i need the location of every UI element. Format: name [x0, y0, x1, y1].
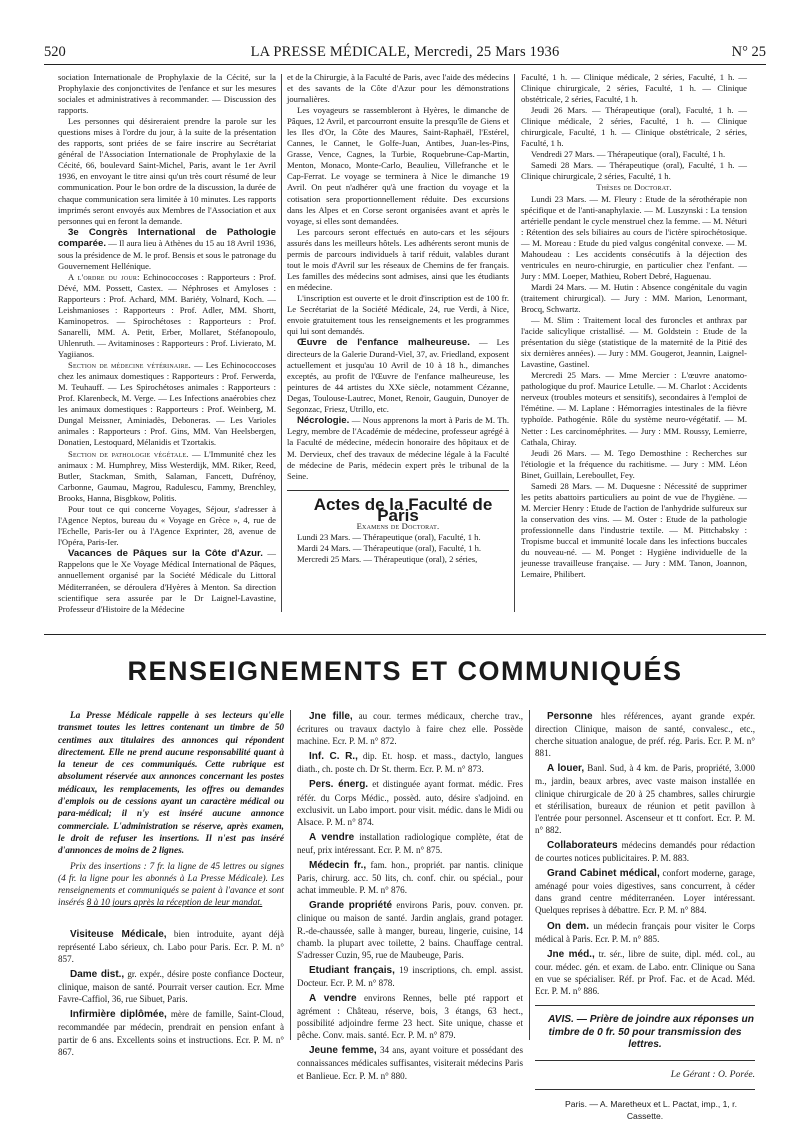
classified-ad [297, 992, 523, 1041]
these-entry: Mercredi 25 Mars. — Mme Mercier : L'œuvre anatomo-pathologique du prof. Maurice Letulle. — M. Charlot : Accidents nerveux (troubles moteurs et sensitifs), secondaires à l'emploi de l'émétine. — M. Laplane : Hémorragies intestinales de la fièvre typhoïde. Pathogénie. Rôle du système neuro-végétatif. — M. Netter : Les carcinoméphrites. — Jury : MM. Roussy, Lemierre, Cathala, Chiray. [521, 370, 747, 447]
these-entry: Samedi 28 Mars. — M. Duquesne : Nécessité de supprimer les petits abattoirs particuliers au point de vue de l'hygiène. — M. Mercier Henry : Etude de l'action de l'anhydride sulfureux sur la conservation des vins. — M. Oster : Etude de la pathologie professionnelle dans l'industrie textile. — M. Pittchabsky : Tropisme buccal et immunité locale dans les infections buccales du nouveau-né. — M. Ponget : Hygiène individuelle de la jeunesse travailleuse française. — Jury : MM. Tanon, Joannon, Lemaire, Philibert. [521, 480, 747, 580]
voyage-paragraph: Pour tout ce qui concerne Voyages, Séjour, s'adresser à l'Agence Neptos, bureau du « Voyage en Grèce », 4, rue de l'Echelle, Paris-Ier ou à l'Agence Exprinter, 28, avenue de l'Opéra, Paris-Ier. [58, 503, 276, 547]
classified-ad [297, 778, 523, 827]
ad-heading: Etudiant français, [309, 964, 395, 976]
section-title: RENSEIGNEMENTS ET COMMUNIQUÉS [127, 656, 683, 686]
examens-subheading: Examens de Doctorat. [356, 520, 440, 531]
classified-ad [535, 762, 755, 836]
ordre-text: : Echinococcoses : Rapporteurs : Prof. Dévé, MM. Possett, Castex. — Néphroses et Amyloses : Rapporteurs : Prof. Achard, MM. Bariéty, Volnard, Koch. — Leishmanioses : Rapporteurs : Prof. Adler, MM. Shortt, Kaminopetros. — Spirochétoses : Rapporteurs : Prof. Sanarelli, MM. A. Petit, Erber, Mollaret, Stéfanopoulo, Uhlenruth. — Avitaminoses : Rapporteurs : Prof. Livierato, M. Yagiianos. [58, 271, 276, 360]
these-entry: Lundi 23 Mars. — M. Fleury : Etude de la sérothérapie non spécifique et de l'anti-anaphylaxie. — M. Luszynski : La tension artérielle pendant le cycle menstruel chez la femme. — M. Néturi : Rétention des sels biliaires au cours de l'ictère spirochétosique. — M. Moreau : Etude du pied valgus congénital convexe. — M. Mahoudeau : Les accidents consécutifs à la déjection des ventricules en neuro-chirurgie, en particulier chez l'enfant. — Jury : MM. Loeper, Mathieu, Robert Debré, Haguenau. [521, 193, 747, 281]
classified-ad [535, 867, 755, 916]
classified-ad [297, 964, 523, 989]
ad-heading: Personne [547, 711, 593, 722]
classified-ad [535, 839, 755, 864]
classified-ad [58, 928, 284, 965]
classified-ad [535, 948, 755, 997]
ordre-item [58, 272, 276, 360]
avis-notice: AVIS. — Prière de joindre aux réponses un timbre de 0 fr. 50 pour transmission des lettres. [548, 1014, 754, 1051]
classified-ad [535, 710, 755, 759]
col1-paragraph: Les personnes qui désireraient prendre la parole sur les questions mises à l'ordre du jour, à la suite de la présentation des rapports, sont priées de se faire inscrire au Secrétariat général de l'Association Internationale de Prophylaxie de la Cécité, 66, boulevard Saint-Michel, Paris, avant le 1er Avril 1936, en envoyant le titre ainsi qu'un très court résumé de leur communication. Pour le bon ordre de la discussion, la durée de chaque communication sera limitée à 10 minutes. Les rapports imprimés seront envoyés aux Membres de l'Association et aux personnes qui en feront la demande. [58, 116, 276, 226]
vet-label: Section de médecine vétérinaire. [68, 360, 192, 371]
these-entry: Jeudi 26 Mars. — M. Tego Demosthine : Recherches sur l'étiologie et la fréquence du rachitisme. — Jury : MM. Léon Binet, Guillain, Lereboullet, Fey. [521, 447, 747, 480]
vacances-item [58, 548, 276, 615]
congres-text: — Il aura lieu à Athènes du 15 au 18 Avril 1936, sous la présidence de M. le prof. Bensis et sous le patronage du Gouvernement Hellénique. [58, 238, 276, 271]
ad-heading: Grand Cabinet médical, [547, 868, 660, 880]
ad-text: environs Paris, pouv. conven. pr. clinique ou maison de santé. Jardin anglais, grand potager. R.-de-chaussée, salle à manger, bureau, lingerie, cuisine, 14 chamb. la plupart avec toilette, 2 bains. Chauffage central. S'adresser Cuzin, 95, rue de Maubeuge, Paris. [297, 900, 523, 960]
ad-text: médecins demandés pour rédaction de courtes notices publicitaires. P. M. 883. [535, 839, 755, 864]
ads-intro: La Presse Médicale rappelle à ses lecteurs qu'elle transmet toutes les lettres contenant un timbre de 50 centimes aux titulaires des annonces qui répondent directement. Elle ne prend aucune responsabilité quant à la teneur de ces communiqués. Cette rubrique est absolument réservée aux annonces concernant les postes médicaux, les remplacements, les offres ou demandes d'emplois ou de cessions ayant un caractère médical ou para-médical; il n'y est inséré aucune annonce commerciale. L'administration se réserve, après examen, le droit de refuser les insertions. Il n'est pas inséré d'annonces de moins de 2 lignes. [58, 711, 284, 857]
ad-heading: Jeune femme, [309, 1045, 377, 1057]
ad-heading: Visiteuse Médicale, [70, 928, 167, 940]
ad-text: gr. expér., désire poste confiance Docteur, clinique, maison de santé. Pourrait verser caution. Ecr. Mme Favre-Caffiol, 36, rue Sibuet, Paris. [58, 969, 284, 1005]
column-divider [281, 74, 282, 612]
col1-intro: sociation Internationale de Prophylaxie de la Cécité, sur la Prophylaxie des conjonctivites de l'enfance et sur les mesures sociales et administratives à recommander. — Discussion des rapports. [58, 72, 276, 116]
page-header [44, 44, 766, 66]
vacances-text: — Rappelons que le Xe Voyage Médical International de Pâques, annuellement organisé par la Société Médicale du Littoral Méditerranéen, se déroulera d'Hyères à Menton. Sa direction scientifique sera assurée par le Dr Laignel-Lavastine, Professeur d'Histoire de la Médecine [58, 547, 276, 614]
gerant-line: Le Gérant : O. Porée. [670, 1068, 755, 1080]
theses-subheading: Thèses de Doctorat. [596, 182, 672, 193]
ad-text: bien introduite, ayant déjà représenté Labo sérieux, ch. Labo pour Paris. Ecr. P. M. n° 857. [58, 928, 284, 964]
column-divider [514, 74, 515, 612]
col2-p3: Les parcours seront effectués en auto-cars et les séjours assurés dans les meilleurs hôtels. Les adhérents seront munis de permis de parcours individuels à tarif réduit, valables durant tout le mois d'Avril sur les réseaux de Chemins de fer français. Les familles des médecins sont admises, ainsi que les étudiants en médecine. [287, 226, 509, 292]
col2-p4: L'inscription est ouverte et le droit d'inscription est de 100 fr. Le Secrétariat de la Société Médicale, 24, rue Verdi, à Nice, envoie gratuitement tous les renseignements et les programmes qui lui sont demandés. [287, 292, 509, 337]
ad-heading: Jne méd., [547, 948, 595, 960]
ad-heading: Dame dist., [70, 969, 125, 981]
imprimeur-line: Paris. — A. Maretheux et L. Pactat, imp., 1, r. Cassette. [565, 1098, 737, 1122]
ads-column-2 [297, 710, 523, 1085]
ad-heading: On dem. [547, 920, 589, 932]
column-divider [290, 710, 291, 1040]
classified-ad [297, 1044, 523, 1081]
actes-heading: Actes de la Faculté de Paris [313, 494, 493, 525]
classified-ad [58, 1008, 284, 1057]
classified-ad [58, 968, 284, 1005]
ad-text: environs Rennes, belle pté rapport et agrément : Château, réserve, bois, 3 étangs, 63 hect., possibilité adjoindre ferme 23 hect. Site unique, chasse et pêche. Conv. mais. santé. Ecr. P. M. n° 879. [297, 992, 523, 1041]
ads-column-1 [58, 710, 284, 1061]
these-entry: — M. Slim : Traitement local des furoncles et anthrax par l'acide salicylique cristallisé. — M. Goldstein : Etude de la présentation du siège (statistique de la maternité de la Pitié des six dernières années). — Jury : MM. Gougerot, Jeannin, Laignel-Lavastine, Gastinel. [521, 315, 747, 370]
ad-heading: A louer, [547, 763, 585, 775]
avis-bottom-rule [535, 1060, 755, 1061]
classified-ad [297, 710, 523, 747]
vet-item [58, 360, 276, 448]
col3-p2: Jeudi 26 Mars. — Thérapeutique (oral), Faculté, 1 h. — Clinique médicale, 2 séries, Faculté, 1 h. — Clinique chirurgicale, Faculté, 1 h. — Clinique obstétricale, 2 séries, Faculté, 1 h. [521, 105, 747, 149]
veg-text: — L'Immunité chez les animaux : M. Humphrey, Miss Westerdijk, MM. Riker, Reed, Butler, Stackman, Smith, Salaman, Fancett, Dufrénoy, Carbonne, Gaumau, Magrou, Radulescu, Fammy, Brenchley, Brooks, Hanna, Bisgbkow, Politis. [58, 448, 276, 503]
ad-text: Banl. Sud, à 4 km. de Paris, propriété, 3.000 m., jardin, beaux arbres, avec vaste maison installée en clinique chirurgicale de 20 à 25 chambres, salles chirurgie et stérilisation, bureaux de réunion et petit pavillon à l'entrée pour personnel. Ascenseur et tt confort. Ecr. P. M. n° 882. [535, 763, 756, 835]
exam-entry: Mercredi 25 Mars. — Thérapeutique (oral), 2 séries, [297, 553, 478, 564]
col2-p1: et de la Chirurgie, à la Faculté de Paris, avec l'aide des médecins et des savants de la Côte d'Azur pour les démonstrations journalières. [287, 72, 509, 105]
classified-ad [535, 920, 755, 945]
ad-text: un médecin français pour visiter le Corps médical à Paris. Ecr. P. M. n° 885. [535, 920, 755, 944]
necrologie-heading: Nécrologie. [297, 414, 350, 426]
prices-delay: 8 à 10 jours après la réception de leur mandat. [86, 898, 263, 909]
ads-prices [58, 861, 284, 910]
ad-heading: Grande propriété [309, 900, 393, 912]
exam-entry: Lundi 23 Mars. — Thérapeutique (oral), Faculté, 1 h. [297, 531, 481, 542]
ad-text: installation radiologique complète, état de neuf, prix intéressant. Ecr. P. M. n° 875. [297, 831, 524, 855]
page-number: 520 [44, 44, 66, 60]
congres-heading: 3e Congrès International de Pathologie comparée. [58, 226, 276, 250]
vacances-heading: Vacances de Pâques sur la Côte d'Azur. [68, 547, 263, 559]
ad-heading: A vendre [309, 831, 355, 843]
col2-p2: Les voyageurs se rassembleront à Hyères, le dimanche de Pâques, 12 Avril, et parcourront ensuite la presqu'île de Giens et les Iles d'Or, la Côte des Maures, Saint-Raphaël, l'Estérel, Cannes, le Cannet, le Golfe-Juan, Antibes, Juan-les-Pins, Grasse, Vence, Cagnes, la Turbie, Roquebrune-Cap-Martin, Menton, Monaco, Monte-Carlo, Beaulieu, Villefranche et le Cap-Ferrat. Le voyage se terminera à Nice le dimanche 19 Avril. On peut n'adhérer qu'à une fraction du voyage et la cotisation sera proportionnellement réduite. Des excursions dans les Alpes et en Corse seront organisées avant et après le voyage, si elles sont demandées. [287, 105, 509, 226]
imprimeur-rule [535, 1089, 755, 1090]
ad-heading: A vendre [309, 992, 357, 1004]
ad-text: hles références, ayant grande expér. direction Clinique, maison de santé, convalesc., etc., cherche situation analogue, de préf. rég. Paris. Ecr. P. M. n° 881. [535, 711, 755, 759]
ad-heading: Collaborateurs [547, 839, 618, 851]
ad-text: dip. Et. hosp. et mass., dactylo, langues diath., ch. poste ch. Dr St. therm. Ecr. P. M. n° 873. [297, 751, 523, 775]
veg-label: Section de pathologie végétale. [68, 448, 189, 459]
necrologie-item [287, 415, 509, 482]
ordre-label: A l'ordre du jour [68, 271, 138, 282]
col3-p4: Samedi 28 Mars. — Thérapeutique (oral), Faculté, 1 h. — Clinique chirurgicale, 2 séries, Faculté, 1 h. [521, 160, 747, 182]
news-column-1 [58, 72, 276, 615]
ad-heading: Infirmière diplômée, [70, 1009, 167, 1021]
oeuvre-item [287, 337, 509, 415]
classified-ad [297, 750, 523, 775]
avis-top-rule [535, 1005, 755, 1006]
column-divider [529, 710, 530, 1040]
ad-heading: Médecin fr., [309, 860, 367, 872]
col3-p1: Faculté, 1 h. — Clinique médicale, 2 séries, Faculté, 1 h. — Clinique chirurgicale, 2 séries, Faculté, 1 h. — Clinique obstétricale, 2 séries, Faculté, 1 h. [521, 72, 747, 105]
col3-p3: Vendredi 27 Mars. — Thérapeutique (oral), Faculté, 1 h. [531, 149, 726, 160]
ad-text: tr. sér., libre de suite, dipl. méd. col., au cour. médec. gén. et exam. de Labo. entr. Clinique ou Sana en vue se spécialiser. Réf. pr Prof. Fac. et de Acad. Méd. Ecr. P. M. n° 886. [535, 948, 755, 996]
ad-text: fam. hon., propriét. par nantis. clinique Paris, chirurg. acc. 50 lits, ch. conf. chir. ou spécial., pour achat immeuble. P. M. n° 876. [297, 860, 523, 896]
news-column-3 [521, 72, 747, 580]
ads-column-3 [535, 710, 755, 1125]
ad-text: mère de famille, Saint-Cloud, recommandée par médecin, prendrait en pension enfant à partir de 6 ans. Excellents soins et instructions. Ecr. P. M. n° 867. [58, 1009, 284, 1057]
necrologie-text: — Nous apprenons la mort à Paris de M. Th. Legry, membre de l'Académie de médecine, professeur agrégé à la Faculté de médecine, médecin honoraire des hôpitaux et de M. Dervieux, chef des travaux de médecine légale à la Faculté de médecine de Paris, médecin expert près le tribunal de la Seine. [287, 414, 509, 481]
news-column-2 [287, 72, 509, 565]
ad-heading: Jne fille, [309, 711, 353, 722]
journal-title: LA PRESSE MÉDICALE, Mercredi, 25 Mars 1936 [250, 44, 560, 60]
prices-text: Prix des insertions : 7 fr. la ligne de 45 lettres ou signes (4 fr. la ligne pour les abonnés à La Presse Médicale). Les renseignements et communiqués se paient à l'avance et sont insérés [58, 861, 284, 909]
ad-heading: Pers. énerg. [309, 779, 369, 791]
exam-entry: Mardi 24 Mars. — Thérapeutique (oral), Faculté, 1 h. [297, 542, 482, 553]
oeuvre-text: — Les directeurs de la Galerie Durand-Viel, 37, av. Friedland, exposent actuellement et jusqu'au 10 Avril de 10 à 18 h., dimanches exceptés, au profit de l'Œuvre de l'enfance malheureuse, les peintures de 44 artistes du XXe siècle, notamment Cézanne, Degas, Toulouse-Lautrec, Monet, Renoir, Gauguin, Dunoyer de Segonzac, Friesz, Utrillo, etc. [287, 337, 510, 414]
classified-ad [297, 859, 523, 896]
these-entry: Mardi 24 Mars. — M. Hutin : Absence congénitale du vagin (traitement chirurgical). — Jury : MM. Marion, Lenormant, Brocq, Schwartz. [521, 281, 747, 314]
ad-text: 19 inscriptions, ch. empl. assist. Docteur. Ecr. P. M. n° 878. [297, 964, 523, 988]
veg-item [58, 449, 276, 504]
ad-heading: Inf. C. R., [309, 751, 358, 763]
section-top-rule [44, 634, 766, 635]
ad-text: et distinguée ayant format. médic. Fres référ. du Corps Médic., possèd. auto, désire s'adjoind. en exclusivit. un Labo import. pour visit. médic. dans le Midi ou Alsace. P. M. n° 874. [297, 779, 523, 827]
vet-text: — Les Echinococcoses chez les animaux domestiques : Rapporteurs : Prof. Ferwerda, M. Teuhauff. — Les Spirochétoses animales : Rapporteurs : Prof. Klarenbeck, M. Verge. — Les Infections anaérobies chez les animaux domestiques : Rapporteurs : Prof. Weinberg, M. Dungal Meissner, Aminiadès, Deboneras. — Les Varioles animales : Rapporteurs : Prof. Gins, MM. Van Heelsbergen, Donatien, Lestoquard, Mélanidis et Tzortakis. [58, 360, 276, 448]
ad-text: 34 ans, ayant voiture et possédant des connaissances médicales suffisantes, visiterait médecins Paris et Banlieue. Ecr. P. M. n° 880. [297, 1045, 523, 1081]
congres-item [58, 227, 276, 272]
classified-ad [297, 899, 523, 960]
header-rule [44, 64, 766, 65]
ad-text: au cour. termes médicaux, cherche trav., écritures ou travaux dactylo à faire chez elle. Possède machine. Ecr. P. M. n° 872. [297, 711, 523, 747]
ad-text: confort moderne, garage, aménagé pour voies digestives, sans concurrent, à céder dans grand centre méditerranéen. Loyer intéressant. Quelques reprises à débattre. Ecr. P. M. n° 884. [535, 868, 755, 916]
issue-number: N° 25 [731, 44, 766, 60]
classified-ad [297, 831, 523, 856]
oeuvre-heading: Œuvre de l'enfance malheureuse. [297, 337, 470, 349]
section-rule [287, 490, 509, 491]
